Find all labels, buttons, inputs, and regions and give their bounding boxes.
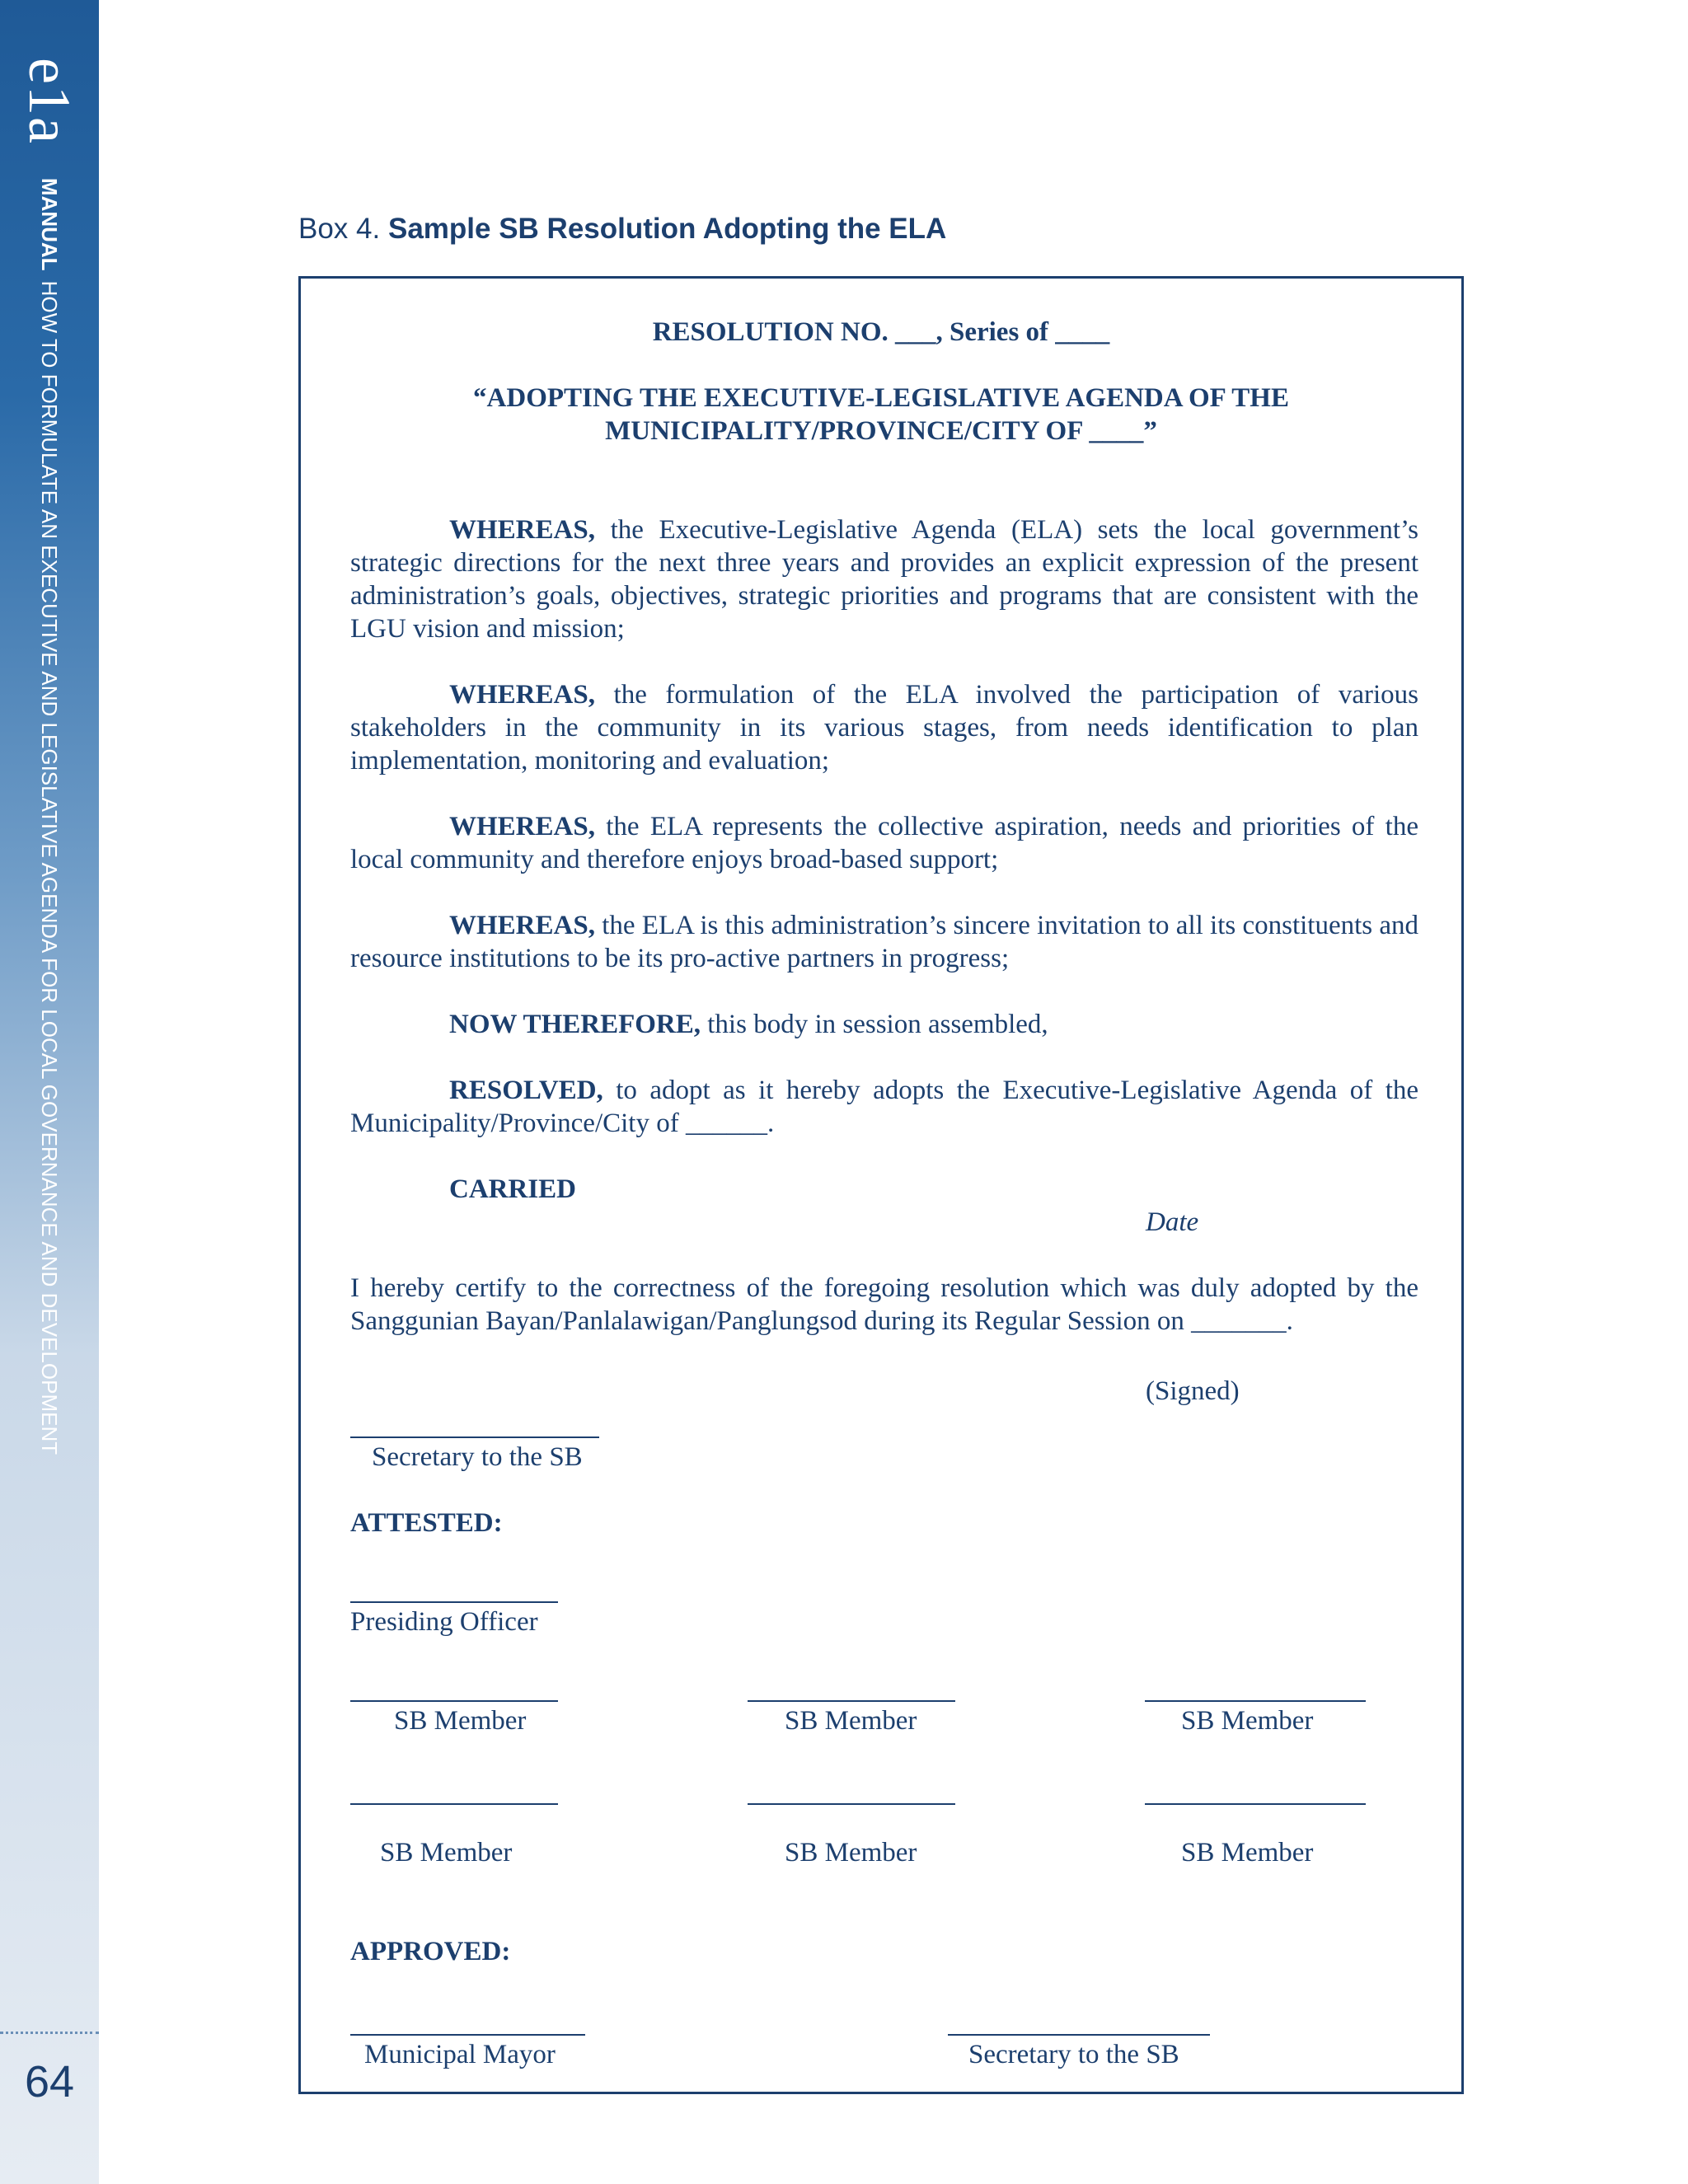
certification-text: I hereby certify to the correctness of the foregoing resolution which was duly adopted by the Sanggunian Bayan/Panlalawigan/Panglungsod during its Regular Session on _______.	[350, 1273, 1418, 1336]
caption-prefix: Box 4.	[298, 213, 381, 245]
manual-label: MANUAL	[37, 177, 63, 271]
resolution-title-line1: “ADOPTING THE EXECUTIVE-LEGISLATIVE AGENDA OF THE	[473, 383, 1289, 413]
dotted-divider	[0, 2032, 99, 2034]
mayor-label: Municipal Mayor	[364, 2040, 556, 2069]
clause-lead: RESOLVED,	[449, 1076, 603, 1105]
clause-resolved	[350, 1074, 1418, 1140]
secretary-label: Secretary to the SB	[372, 1442, 583, 1472]
sidebar-band	[0, 0, 99, 2184]
clause-whereas-2	[350, 678, 1418, 777]
clause-text: the Executive-Legislative Agenda (ELA) sets the local government’s strategic directions for the next three years and provides an explicit expression of the present administration’s goals, objectives, strategic priorities and programs that are consistent with the LGU vision and mission;	[350, 515, 1418, 644]
sb-member-signature-line	[1145, 1803, 1366, 1805]
sb-member-label: SB Member	[1181, 1838, 1314, 1868]
presiding-officer-signature-line	[350, 1601, 558, 1603]
clause-text: the formulation of the ELA involved the participation of various stakeholders in the community in its various stages, from needs identification to plan implementation, monitoring and evaluation;	[350, 680, 1418, 776]
sb-member-signature-line	[748, 1803, 955, 1805]
resolution-number: RESOLUTION NO. ___, Series of ____	[652, 317, 1110, 347]
approved-label: APPROVED:	[350, 1937, 511, 1966]
mayor-signature-line	[350, 2034, 585, 2036]
clause-text: the ELA is this administration’s sincere invitation to all its constituents and resource institutions to be its pro-active partners in progress;	[350, 911, 1419, 973]
clause-whereas-3	[350, 810, 1418, 876]
presiding-officer-label: Presiding Officer	[350, 1607, 538, 1637]
sb-member-label: SB Member	[1181, 1706, 1314, 1736]
secretary-signature-line-2	[948, 2034, 1210, 2036]
sidebar-brand	[16, 58, 82, 1455]
ela-logo: e1a	[16, 58, 82, 145]
sb-member-label: SB Member	[785, 1838, 917, 1868]
secretary-label-2: Secretary to the SB	[968, 2040, 1179, 2069]
page-number: 64	[24, 2057, 75, 2107]
clause-lead: NOW THEREFORE,	[449, 1010, 701, 1039]
carried-label: CARRIED	[449, 1174, 577, 1204]
caption-title: Sample SB Resolution Adopting the ELA	[387, 213, 947, 245]
clause-text: the ELA represents the collective aspiration, needs and priorities of the local community and therefore enjoys broad-based support;	[350, 812, 1418, 874]
signed-label: (Signed)	[1146, 1376, 1240, 1406]
clause-lead: WHEREAS,	[449, 911, 595, 940]
clause-whereas-1	[350, 513, 1418, 645]
resolution-box	[298, 276, 1464, 2094]
clause-lead: WHEREAS,	[449, 812, 595, 841]
resolution-title-line2: MUNICIPALITY/PROVINCE/CITY OF ____”	[605, 416, 1157, 446]
secretary-signature-line	[350, 1436, 599, 1438]
clause-now-therefore	[350, 1008, 1418, 1041]
sb-member-label: SB Member	[785, 1706, 917, 1736]
clause-text: this body in session assembled,	[707, 1010, 1048, 1039]
clause-lead: WHEREAS,	[449, 680, 595, 710]
clause-text: to adopt as it hereby adopts the Executive-Legislative Agenda of the Municipality/Province/City of ______.	[350, 1076, 1419, 1138]
sb-member-signature-line	[748, 1700, 955, 1702]
sb-member-label: SB Member	[394, 1706, 527, 1736]
manual-subtitle: HOW TO FORMULATE AN EXECUTIVE AND LEGISLATIVE AGENDA FOR LOCAL GOVERNANCE AND DEVELOPMENT	[37, 280, 63, 1455]
clause-lead: WHEREAS,	[449, 515, 595, 545]
sb-member-signature-line	[350, 1700, 558, 1702]
sb-member-signature-line	[350, 1803, 558, 1805]
date-label: Date	[1146, 1207, 1199, 1237]
sb-member-signature-line	[1145, 1700, 1366, 1702]
sb-member-label: SB Member	[380, 1838, 513, 1868]
clause-whereas-4	[350, 909, 1418, 975]
box-caption	[298, 213, 946, 246]
attested-label: ATTESTED:	[350, 1508, 503, 1538]
